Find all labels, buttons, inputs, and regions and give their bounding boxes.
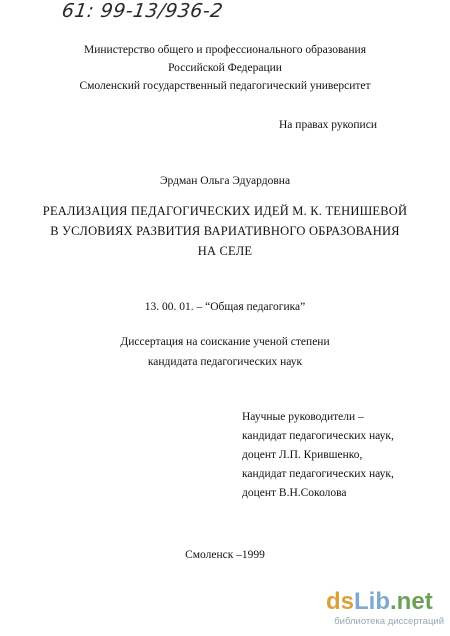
city-year: Смоленск –1999: [185, 549, 265, 561]
thesis-title-line-3: НА СЕЛЕ: [197, 244, 253, 258]
author-name: Эрдман Ольга Эдуардовна: [159, 175, 291, 187]
degree-line-2: кандидата педагогических наук: [147, 356, 303, 368]
degree-line-1: Диссертация на соискание ученой степени: [120, 336, 330, 348]
supervisor-2-degree: кандидат педагогических наук,: [242, 468, 394, 480]
supervisor-2-name: доцент В.Н.Соколова: [242, 487, 347, 499]
thesis-title-line-1: РЕАЛИЗАЦИЯ ПЕДАГОГИЧЕСКИХ ИДЕЙ М. К. ТЕНИШЕВОЙ: [42, 204, 408, 218]
university-line: Смоленский государственный педагогический университет: [79, 80, 371, 92]
federation-line: Российской Федерации: [168, 62, 282, 74]
thesis-title-line-2: В УСЛОВИЯХ РАЗВИТИЯ ВАРИАТИВНОГО ОБРАЗОВАНИЯ: [50, 224, 400, 238]
watermark-caption: библиотека диссертаций: [334, 616, 444, 627]
dslib-logo: dsLib.net: [326, 588, 433, 615]
watermark-logo: [326, 588, 444, 632]
supervisor-1-degree: кандидат педагогических наук,: [242, 430, 394, 442]
specialty-code: 13. 00. 01. – “Общая педагогика”: [144, 301, 306, 313]
ministry-line: Министерство общего и профессионального образования: [84, 44, 366, 56]
supervisor-1-name: доцент Л.П. Крившенко,: [242, 449, 363, 461]
supervisors-heading: Научные руководители –: [242, 411, 364, 423]
handwritten-archive-code: 61: 99-13/936-2: [60, 0, 225, 22]
rights-note: На правах рукописи: [279, 119, 377, 131]
